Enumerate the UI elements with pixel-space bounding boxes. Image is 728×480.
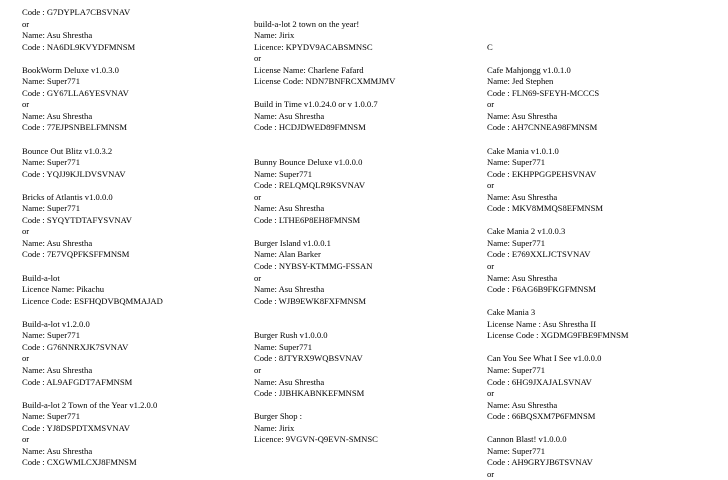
text-line: Name: Asu Shrestha bbox=[487, 399, 558, 410]
text-line: Name: Super771 bbox=[22, 157, 80, 168]
text-line: Licence: 9VGVN-Q9EVN-SMNSC bbox=[254, 434, 378, 445]
text-line: or bbox=[487, 99, 495, 110]
text-line: Code : CXGWMLCXJ8FMNSM bbox=[22, 457, 137, 468]
text-line: Code : 6HG9JXAJALSVNAV bbox=[487, 376, 592, 387]
text-line: or bbox=[254, 272, 262, 283]
text-line bbox=[22, 388, 242, 400]
text-line: or bbox=[487, 261, 495, 272]
text-line: or bbox=[254, 53, 262, 64]
text-line: Code : 7E7VQPFKSFFMNSM bbox=[22, 249, 130, 260]
text-line: Build-a-lot v1.2.0.0 bbox=[22, 318, 90, 329]
text-line: Code : G76NNRXJK7SVNAV bbox=[22, 341, 129, 352]
text-line: Build in Time v1.0.24.0 or v 1.0.0.7 bbox=[254, 99, 378, 110]
text-line: Code : 77EJPSNBELFMNSM bbox=[22, 122, 128, 133]
text-line: Licence Code: ESFHQDVBQMMAJAD bbox=[22, 295, 163, 306]
text-line: Code : NYBSY-KTMMG-FSSAN bbox=[254, 261, 373, 272]
text-line: Name: Super771 bbox=[22, 330, 80, 341]
text-line: or bbox=[22, 18, 30, 29]
text-line bbox=[22, 261, 242, 273]
text-line bbox=[487, 342, 717, 354]
text-line: Name: Super771 bbox=[254, 341, 312, 352]
text-line: or bbox=[22, 226, 30, 237]
text-line: Name: Asu Shrestha bbox=[22, 237, 93, 248]
text-line: Name: Jed Stephen bbox=[487, 76, 554, 87]
text-line: Name: Jirix bbox=[254, 422, 295, 433]
text-line: Name: Asu Shrestha bbox=[487, 191, 558, 202]
text-line bbox=[254, 134, 474, 146]
text-line: Code : GY67LLA6YESVNAV bbox=[22, 87, 129, 98]
text-line: Code : LTHE6P8EH8FMNSM bbox=[254, 214, 361, 225]
text-line: build-a-lot 2 town on the year! bbox=[254, 18, 360, 29]
text-line: Name: Super771 bbox=[22, 76, 80, 87]
text-line bbox=[22, 53, 242, 65]
text-line bbox=[487, 296, 717, 308]
text-line: or bbox=[487, 468, 495, 479]
text-line bbox=[487, 423, 717, 435]
text-line: Cake Mania 3 bbox=[487, 307, 536, 318]
text-line: Code : FLN69-SFEYH-MCCCS bbox=[487, 87, 600, 98]
text-line: or bbox=[254, 191, 262, 202]
text-line bbox=[487, 53, 717, 65]
text-line: or bbox=[487, 180, 495, 191]
text-line: Code : AL9AFGDT7AFMNSM bbox=[22, 376, 133, 387]
text-line bbox=[254, 146, 474, 158]
text-line: Code : F6AG6B9FKGFMNSM bbox=[487, 284, 596, 295]
text-line: Code : 8JTYRX9WQBSVNAV bbox=[254, 353, 363, 364]
text-line: Name: Asu Shrestha bbox=[22, 445, 93, 456]
text-line: Build-a-lot bbox=[22, 272, 60, 283]
text-line: Code : EKHPPGGPEHSVNAV bbox=[487, 168, 597, 179]
text-line: Name: Jirix bbox=[254, 30, 295, 41]
text-line bbox=[254, 307, 474, 319]
text-line: Bounce Out Blitz v1.0.3.2 bbox=[22, 145, 113, 156]
text-line: Name: Asu Shrestha bbox=[254, 110, 325, 121]
text-line bbox=[487, 19, 717, 31]
text-line: Name: Super771 bbox=[487, 157, 545, 168]
text-line: License Name: Charlene Fafard bbox=[254, 64, 364, 75]
text-line: License Code : XGDMG9FBE9FMNSM bbox=[487, 330, 629, 341]
column-2 bbox=[254, 7, 474, 446]
text-line: Code : WJB9EWK8FXFMNSM bbox=[254, 295, 367, 306]
text-line bbox=[487, 30, 717, 42]
text-line: Code : G7DYPLA7CBSVNAV bbox=[22, 7, 131, 17]
text-line: or bbox=[22, 353, 30, 364]
text-line: Code : JJBHKABNKEFMNSM bbox=[254, 388, 365, 399]
text-line: Code : E769XXLJCTSVNAV bbox=[487, 249, 591, 260]
text-line: or bbox=[22, 434, 30, 445]
text-line: Bricks of Atlantis v1.0.0.0 bbox=[22, 191, 113, 202]
text-line: Code : 66BQSXM7P6FMNSM bbox=[487, 411, 596, 422]
text-line: Burger Shop : bbox=[254, 411, 303, 422]
text-line bbox=[22, 134, 242, 146]
text-line: Code : AH9GRYJB6TSVNAV bbox=[487, 457, 593, 468]
text-line: Code : NA6DL9KVYDFMNSM bbox=[22, 41, 136, 52]
text-line: Code : HCDJDWED89FMNSM bbox=[254, 122, 366, 133]
text-line bbox=[254, 400, 474, 412]
text-line: Name: Super771 bbox=[22, 203, 80, 214]
text-line: Code : AH7CNNEA98FMNSM bbox=[487, 122, 598, 133]
column-1 bbox=[22, 7, 242, 469]
text-line bbox=[254, 88, 474, 100]
text-line: Cafe Mahjongg v1.0.1.0 bbox=[487, 64, 571, 75]
text-line: Code : MKV8MMQS8EFMNSM bbox=[487, 203, 604, 214]
text-line: Name: Super771 bbox=[487, 445, 545, 456]
text-line: C bbox=[487, 41, 493, 52]
text-line: License Name : Asu Shrestha II bbox=[487, 318, 597, 329]
text-line: Name: Asu Shrestha bbox=[254, 203, 325, 214]
text-line bbox=[487, 215, 717, 227]
text-line: Cake Mania v1.0.1.0 bbox=[487, 145, 559, 156]
text-line: License Code: NDN7BNFRCXMMJMV bbox=[254, 76, 396, 87]
text-line bbox=[22, 180, 242, 192]
text-line: Burger Rush v1.0.0.0 bbox=[254, 330, 328, 341]
text-line: Code : YJ8DSPDTXMSVNAV bbox=[22, 422, 130, 433]
text-line bbox=[254, 226, 474, 238]
text-line: Name: Asu Shrestha bbox=[22, 30, 93, 41]
text-line: Name: Asu Shrestha bbox=[487, 110, 558, 121]
text-line bbox=[22, 307, 242, 319]
text-line: Cake Mania 2 v1.0.0.3 bbox=[487, 226, 566, 237]
text-line: Name: Asu Shrestha bbox=[254, 284, 325, 295]
text-line: Burger Island v1.0.0.1 bbox=[254, 237, 331, 248]
text-line bbox=[487, 134, 717, 146]
text-line: BookWorm Deluxe v1.0.3.0 bbox=[22, 64, 119, 75]
text-line: Build-a-lot 2 Town of the Year v1.2.0.0 bbox=[22, 399, 158, 410]
text-line: Name: Asu Shrestha bbox=[22, 110, 93, 121]
text-line bbox=[487, 7, 717, 19]
text-line: Code : SYQYTDTAFYSVNAV bbox=[22, 214, 132, 225]
text-line: Licence Name: Pikachu bbox=[22, 284, 105, 295]
text-line: Code : YQJJ9KJLDVSVNAV bbox=[22, 168, 126, 179]
text-line: Can You See What I See v1.0.0.0 bbox=[487, 353, 602, 364]
text-line: Bunny Bounce Deluxe v1.0.0.0 bbox=[254, 157, 363, 168]
text-line: or bbox=[487, 388, 495, 399]
text-line: or bbox=[254, 364, 262, 375]
text-line bbox=[254, 7, 474, 19]
text-line: or bbox=[22, 99, 30, 110]
text-line: Name: Alan Barker bbox=[254, 249, 321, 260]
text-line: Name: Asu Shrestha bbox=[254, 376, 325, 387]
text-line: Name: Asu Shrestha bbox=[22, 364, 93, 375]
text-line: Name: Super771 bbox=[254, 168, 312, 179]
text-line bbox=[254, 319, 474, 331]
text-line: Code : RELQMQLR9KSVNAV bbox=[254, 180, 366, 191]
text-line: Licence: KPYDV9ACABSMNSC bbox=[254, 41, 373, 52]
text-line: Name: Super771 bbox=[487, 237, 545, 248]
text-line: Name: Super771 bbox=[487, 364, 545, 375]
text-line: Name: Super771 bbox=[22, 411, 80, 422]
text-line: Name: Asu Shrestha bbox=[487, 272, 558, 283]
text-line: Cannon Blast! v1.0.0.0 bbox=[487, 434, 567, 445]
column-3 bbox=[487, 7, 717, 480]
